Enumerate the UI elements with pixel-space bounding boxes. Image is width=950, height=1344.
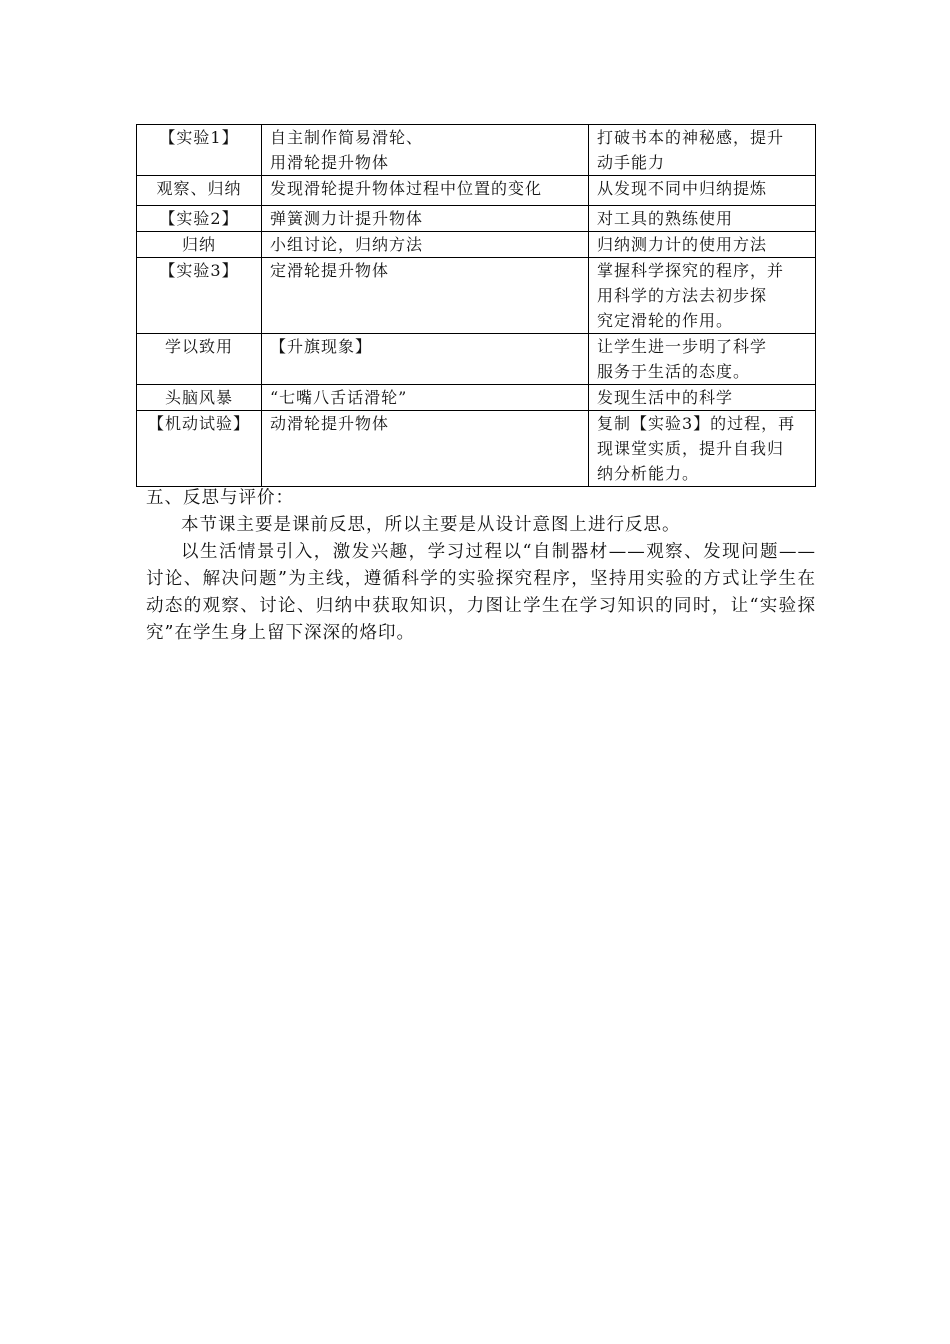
table-row <box>137 385 816 411</box>
content-cell: “七嘴八舌话滑轮” <box>262 385 589 411</box>
intent-cell: 对工具的熟练使用 <box>589 206 816 232</box>
content-cell: 动滑轮提升物体 <box>262 411 589 487</box>
intent-cell: 掌握科学探究的程序，并 用科学的方法去初步探 究定滑轮的作用。 <box>589 258 816 334</box>
activity-cell: 【实验3】 <box>137 258 262 334</box>
activity-cell: 头脑风暴 <box>137 385 262 411</box>
activity-cell: 观察、归纳 <box>137 176 262 206</box>
section-heading: 五、反思与评价： <box>146 488 294 508</box>
activity-cell: 【机动试验】 <box>137 411 262 487</box>
table-row <box>137 206 816 232</box>
table-row <box>137 125 816 176</box>
table-row <box>137 176 816 206</box>
table-row <box>137 334 816 385</box>
reflection-paragraph: 以生活情景引入，激发兴趣，学习过程以“自制器材——观察、发现问题——讨论、解决问题”为主线，遵循科学的实验探究程序，坚持用实验的方式让学生在动态的观察、讨论、归纳中获取知识，力图让学生在学习知识的同时，让“实验探究”在学生身上留下深深的烙印。 <box>146 542 816 643</box>
activity-cell: 归纳 <box>137 232 262 258</box>
content-cell: 发现滑轮提升物体过程中位置的变化 <box>262 176 589 206</box>
activity-cell: 【实验1】 <box>137 125 262 176</box>
table-row <box>137 232 816 258</box>
intent-cell: 打破书本的神秘感，提升 动手能力 <box>589 125 816 176</box>
intent-cell: 发现生活中的科学 <box>589 385 816 411</box>
table-row <box>137 411 816 487</box>
intent-cell: 复制【实验3】的过程，再 现课堂实质，提升自我归 纳分析能力。 <box>589 411 816 487</box>
content-cell: 自主制作简易滑轮、 用滑轮提升物体 <box>262 125 589 176</box>
intent-cell: 归纳测力计的使用方法 <box>589 232 816 258</box>
content-cell: 小组讨论，归纳方法 <box>262 232 589 258</box>
reflection-section <box>146 485 816 647</box>
lesson-plan-table <box>136 124 816 487</box>
activity-cell: 学以致用 <box>137 334 262 385</box>
content-cell: 弹簧测力计提升物体 <box>262 206 589 232</box>
intent-cell: 从发现不同中归纳提炼 <box>589 176 816 206</box>
intent-cell: 让学生进一步明了科学 服务于生活的态度。 <box>589 334 816 385</box>
content-cell: 定滑轮提升物体 <box>262 258 589 334</box>
table-row <box>137 258 816 334</box>
reflection-paragraph: 本节课主要是课前反思，所以主要是从设计意图上进行反思。 <box>181 515 681 535</box>
content-cell: 【升旗现象】 <box>262 334 589 385</box>
activity-cell: 【实验2】 <box>137 206 262 232</box>
